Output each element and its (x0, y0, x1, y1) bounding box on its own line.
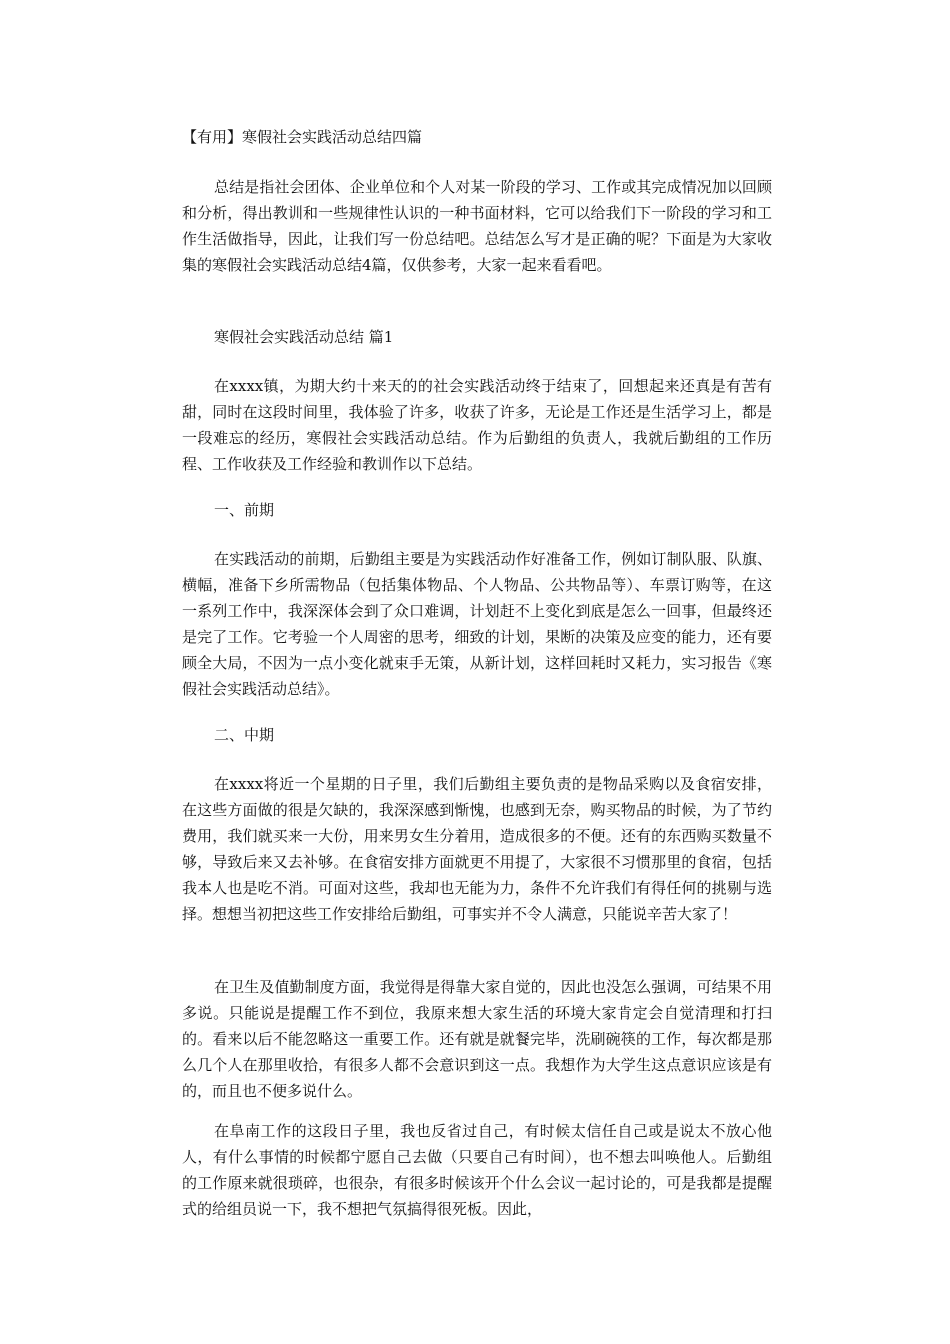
section-intro-paragraph: 在xxxx镇，为期大约十来天的的社会实践活动终于结束了，回想起来还真是有苦有甜，同时在这段时间里，我体验了许多，收获了许多，无论是工作还是生活学习上，都是一段难忘的经历，寒假社会实践活动总结。作为后勤组的负责人，我就后勤组的工作历程、工作收获及工作经验和教训作以下总结。 (182, 377, 772, 473)
heading-early-stage: 一、前期 (214, 501, 275, 519)
heading-middle-stage: 二、中期 (214, 726, 275, 744)
hygiene-paragraph: 在卫生及值勤制度方面，我觉得是得靠大家自觉的，因此也没怎么强调，可结果不用多说。只能说是提醒工作不到位，我原来想大家生活的环境大家肯定会自觉清理和打扫的。看来以后不能忽略这一重要工作。还有就是就餐完毕，洗刷碗筷的工作，每次都是那么几个人在那里收拾，有很多人都不会意识到这一点。我想作为大学生这点意识应该是有的，而且也不便多说什么。 (182, 978, 772, 1100)
section-title: 寒假社会实践活动总结 篇1 (214, 328, 394, 346)
document-page (182, 0, 782, 1344)
early-stage-paragraph: 在实践活动的前期，后勤组主要是为实践活动作好准备工作，例如订制队服、队旗、横幅，准备下乡所需物品（包括集体物品、个人物品、公共物品等）、车票订购等，在这一系列工作中，我深深体会到了众口难调，计划赶不上变化到底是怎么一回事，但最终还是完了工作。它考验一个人周密的思考，细致的计划，果断的决策及应变的能力，还有要顾全大局，不因为一点小变化就束手无策，从新计划，这样回耗时又耗力，实习报告《寒假社会实践活动总结》。 (182, 550, 772, 698)
middle-stage-paragraph: 在xxxx将近一个星期的日子里，我们后勤组主要负责的是物品采购以及食宿安排，在这些方面做的很是欠缺的，我深深感到惭愧，也感到无奈，购买物品的时候，为了节约费用，我们就买来一大份，用来男女生分着用，造成很多的不便。还有的东西购买数量不够，导致后来又去补够。在食宿安排方面就更不用提了，大家很不习惯那里的食宿，包括我本人也是吃不消。可面对这些，我却也无能为力，条件不允许我们有得任何的挑剔与选择。想想当初把这些工作安排给后勤组，可事实并不令人满意，只能说辛苦大家了！ (182, 775, 772, 923)
reflection-paragraph: 在阜南工作的这段日子里，我也反省过自己，有时候太信任自己或是说太不放心他人，有什么事情的时候都宁愿自己去做（只要自己有时间），也不想去叫唤他人。后勤组的工作原来就很琐碎，也很杂，有很多时候该开个什么会议一起讨论的，可是我都是提醒式的给组员说一下，我不想把气氛搞得很死板。因此， (182, 1122, 772, 1218)
intro-paragraph: 总结是指社会团体、企业单位和个人对某一阶段的学习、工作或其完成情况加以回顾和分析，得出教训和一些规律性认识的一种书面材料，它可以给我们下一阶段的学习和工作生活做指导，因此，让我们写一份总结吧。总结怎么写才是正确的呢？下面是为大家收集的寒假社会实践活动总结4篇，仅供参考，大家一起来看看吧。 (182, 178, 772, 274)
document-title: 【有用】寒假社会实践活动总结四篇 (182, 128, 423, 146)
